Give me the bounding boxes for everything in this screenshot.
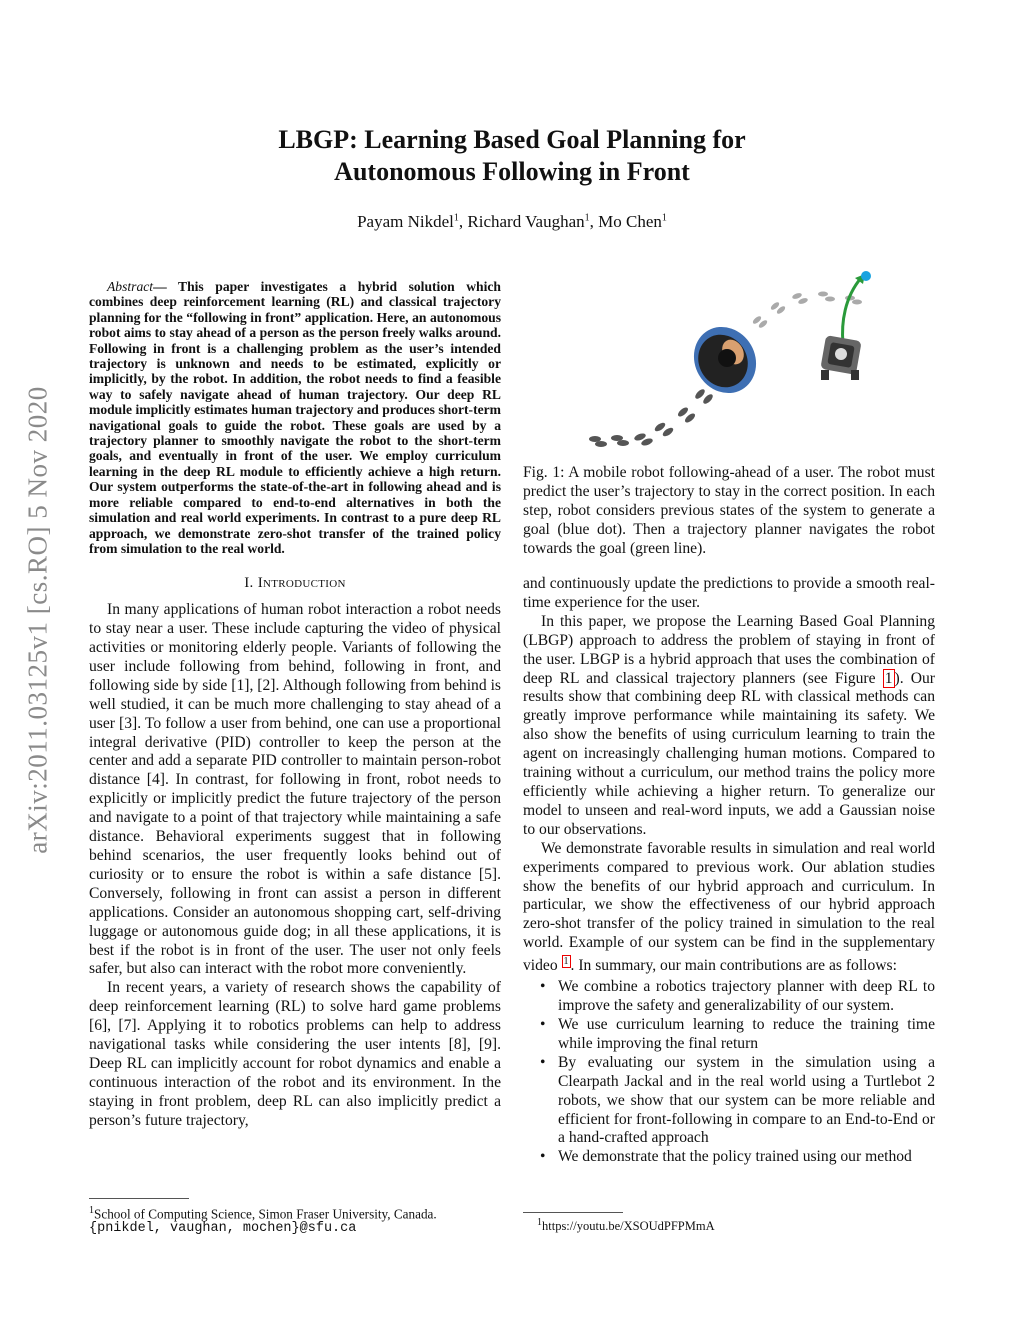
footnote-affiliation-text [89,1203,501,1221]
paragraph-text: In this paper, we propose the Learning Based Goal Planning (LBGP) approach to address the problem of staying in front of the user. LBGP is a hybrid approach that uses the combination of deep RL and classical trajectory planners (see Figure [523,612,935,687]
planned-path-line [843,278,861,344]
goal-dot-icon [861,271,871,281]
contribution-item: • We use curriculum learning to reduce the training time while improving the final return [558,1016,935,1054]
footnote-mark: 1 [89,1205,94,1216]
paragraph-text: . In summary, our main contributions are as follows: [570,957,897,975]
body-paragraph [523,840,935,977]
paragraph-text: We demonstrate favorable results in simulation and real world experiments compared to previous work. Our ablation studies show the benefits of our hybrid approach and curriculum. In particular, we show the effectiveness of our hybrid approach zero-shot transfer of the policy trained in simulation to the real world. Example of our system can be find in the supplementary video [523,839,935,975]
footnote-video-url [537,1217,715,1234]
title-line-1: LBGP: Learning Based Goal Planning for [278,125,746,154]
affiliation-text: School of Computing Science, Simon Fraser University, Canada. [94,1206,437,1222]
body-paragraph [523,613,935,840]
abstract-dash: — [153,279,178,294]
author-affil: 1 [453,212,459,224]
author-name: Payam Nikdel [357,212,454,231]
footnote-reference-link[interactable]: 1 [563,956,569,968]
figure-1-illustration [575,262,885,452]
abstract-text: This paper investigates a hybrid solution which combines deep reinforcement learning (RL) and classical trajectory planning for the “following in front” application. Here, an autonomous robot aims to stay ahead of a person as the person freely walks around. Following in front is a challenging problem as the user’s intended trajectory is unknown and needs to be estimated, explicitly or implicitly, by the robot. In addition, the robot needs to find a feasible way to safely navigate ahead of human trajectory. Our deep RL module implicitly estimates human trajectory and produces short-term navigational goals to guide the robot. These goals are used by a trajectory planner to smoothly navigate the robot to the short-term goals, and eventually in front of the user. We employ curriculum learning in the deep RL module to efficiently achieve a high return. Our system outperforms the state-of-the-art in following ahead and is more reliable compared to end-to-end alternatives in both the simulation and real world experiments. In contrast to a pure deep RL approach, we demonstrate zero-shot transfer of the trained policy from simulation to the real world. [89,279,501,556]
section-title: Introduction [257,575,346,592]
right-column [523,575,935,1167]
contribution-item: • By evaluating our system in the simulation using a Clearpath Jackal and in the real world using a Turtlebot 2 robots, we show that our system can be more reliable and efficient for front-following in compare to an End-to-End or a hand-crafted approach [558,1054,935,1149]
abstract [89,279,501,556]
footnote-rule [523,1212,623,1213]
author-list: Payam Nikdel$^1$, Richard Vaughan$^1$, Mo Chen$^1$ [357,212,667,231]
footnote-rule [89,1198,189,1199]
abstract-label: Abstract [107,279,154,294]
robot-icon [820,335,861,380]
video-url-link[interactable]: https://youtu.be/XSOUdPFPMmA [542,1219,715,1234]
author-name: Richard Vaughan [467,212,585,231]
author-affil: 1 [661,212,667,224]
figure-reference-link[interactable]: 1 [884,669,893,687]
contributions-list [523,978,935,1167]
author-name: Mo Chen [598,212,662,231]
section-numeral: I. [244,575,254,592]
footnote-affiliation [89,1203,501,1236]
user-figure-icon [682,316,768,405]
section-heading-introduction [89,574,501,593]
contribution-item: • We combine a robotics trajectory planner with deep RL to improve the safety and generalizability of our system. [558,978,935,1016]
body-paragraph: In recent years, a variety of research shows the capability of deep reinforcement learning (RL) to solve hard game problems [6], [7]. Applying it to robotics problems can help to address navigational tasks while considering the user intents [8], [9]. Deep RL can implicitly account for robot dynamics and enable a continuous interaction of the robot and its environment. In the staying in front problem, deep RL can also implicitly predict a person’s future trajectory, [89,979,501,1129]
author-emails: {pnikdel, vaughan, mochen}@sfu.ca [89,1221,357,1237]
paper-title [200,124,824,188]
footprints-icon [589,388,714,447]
body-paragraph: and continuously update the predictions to provide a smooth real-time experience for the user. [523,575,935,611]
body-paragraph: In many applications of human robot interaction a robot needs to stay near a user. These include capturing the video of physical activities or monitoring elderly people. Variants of following the user include following from behind, following in front, and following side by side [1], [2]. Although following from behind is well studied, it can be much more challenging to stay ahead of a user [3]. To follow a user from behind, one can use a proportional integral derivative (PID) controller to keep the person at the center and add a separate PID controller to maintain person-robot distance [4]. In contrast, for following in front, robot needs to explicitly or implicitly predict the future trajectory of the person and navigate to a point of that trajectory while maintaining a safe distance. Behavioral experiments suggest that in following behind scenarios, the user frequently looks behind out of curiosity or to ensure the robot is within a safe distance [5]. Conversely, following in front can assist a person in different applications. Consider an autonomous shopping cart, self-driving luggage or autonomous guide dog; in all these applications, it is best if the robot is in front of the user. The user not only feels safer, but also can interact with the robot more conveniently. [89,601,501,978]
author-affil: 1 [584,212,590,224]
contribution-item: • We demonstrate that the policy trained using our method [558,1148,935,1167]
paragraph-text: ). Our results show that combining deep RL with classical methods can greatly improve performance while maintaining its safety. We also show the benefits of using curriculum learning to train the agent on increasingly challenging human motions. Compared to training without a curriculum, our method trains the policy more efficiently while achieving a higher return. To generalize our model to unseen and real-word inputs, we add a Gaussian noise to our observations. [523,669,935,838]
arxiv-id: arXiv:2011.03125v1 [cs.RO] 5 Nov 2020 [22,386,53,854]
footnote-mark: 1 [537,1217,542,1228]
left-column [89,279,501,1131]
figure-1-caption: Fig. 1: A mobile robot following-ahead of a user. The robot must predict the user’s trajectory to stay in the correct position. In each step, robot considers previous states of the system to generate a goal (blue dot). Then a trajectory planner navigates the robot towards the goal (green line). [523,464,935,557]
title-line-2: Autonomous Following in Front [334,157,690,186]
